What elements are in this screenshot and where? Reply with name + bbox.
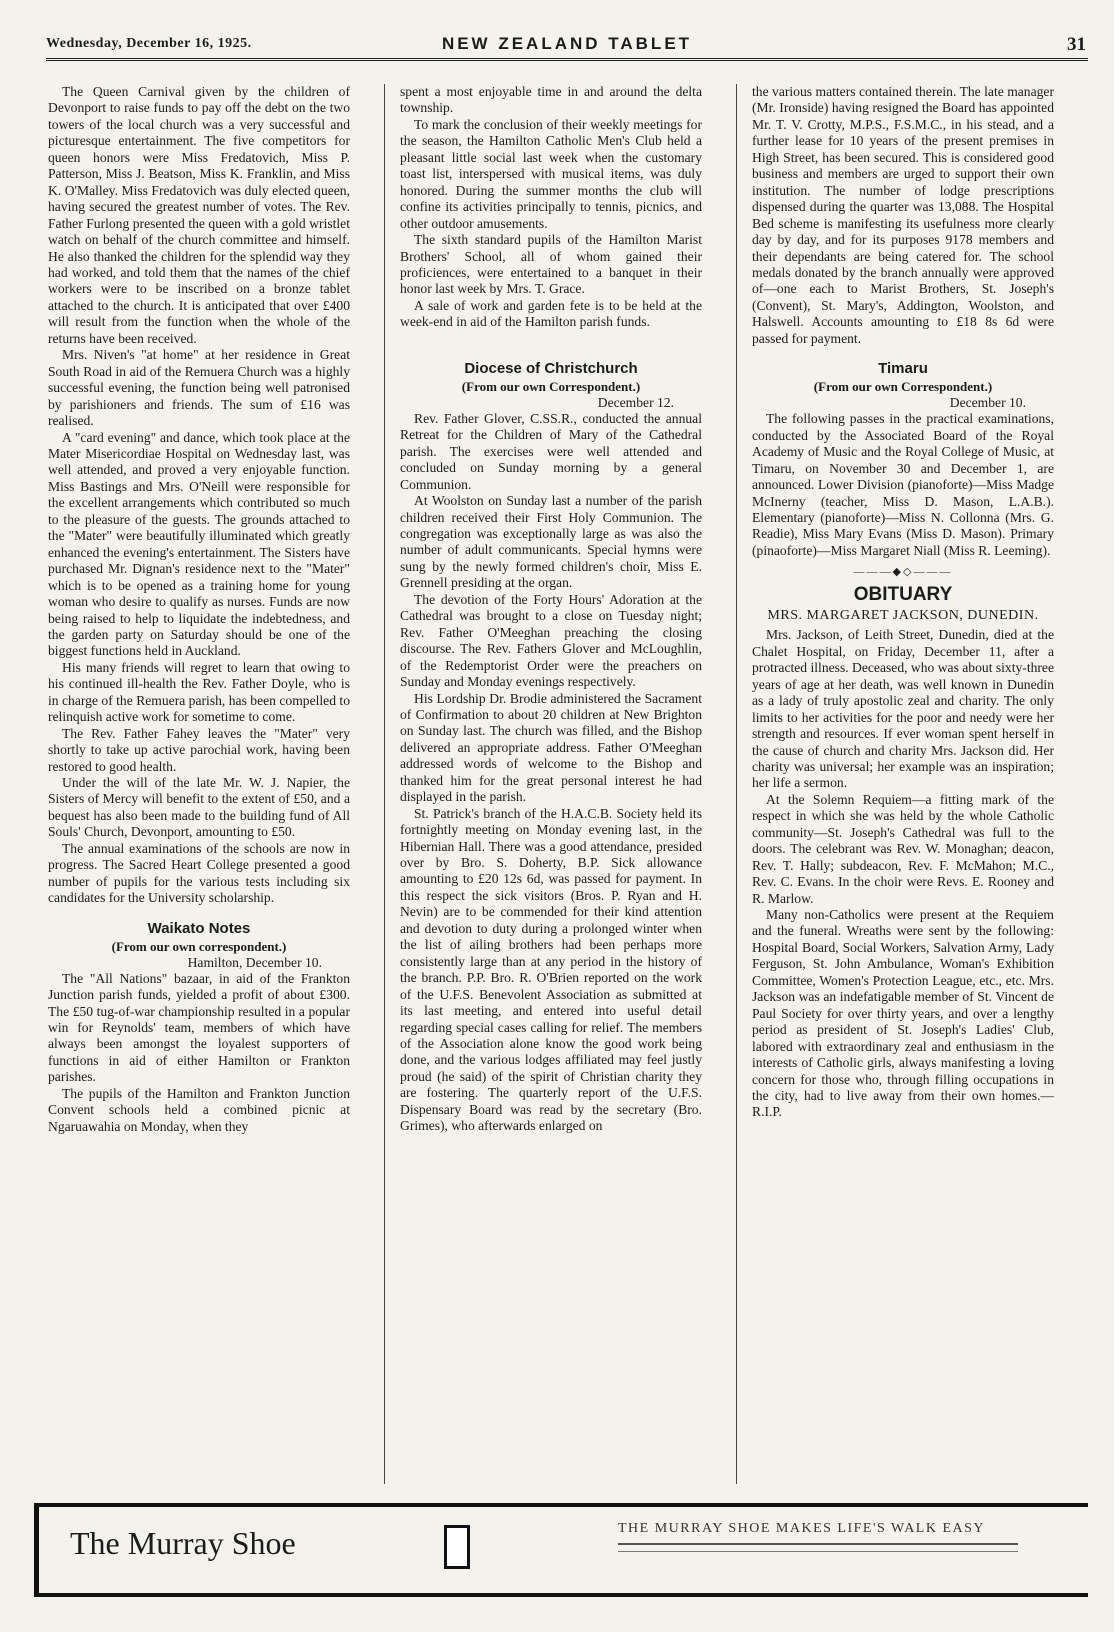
column-3 <box>752 84 1054 1479</box>
ad-decoration <box>618 1543 1018 1552</box>
ad-border <box>34 1503 39 1595</box>
section-subheading: (From our own Correspondent.) <box>461 378 641 394</box>
article-paragraph: The "All Nations" bazaar, in aid of the Frankton Junction parish funds, yielded a profit of about £300. The £50 tug-of-war championship resulted in a popular win for Reynolds' team, members of which have always been amongst the loyalest supporters of functions in aid of either Hamilton or Frankton parishes. <box>48 970 350 1085</box>
article-paragraph: A "card evening" and dance, which took place at the Mater Misericordiae Hospital on Wednesday last, was well attended, and proved a very enjoyable function. Miss Bastings and Mrs. O'Neill were responsible for the excellent arrangements which contributed so much to the pleasure of the guests. The grounds attached to the "Mater" were beautifully illuminated which greatly enhanced the evening's entertainment. The Sisters have purchased Mr. Dignan's residence next to the "Mater" which is to be opened as a training home for young woman who desire to qualify as nurses. Funds are now being raised to help to liquidate the indebtedness, and the garden party on Saturday should be one of the biggest functions held in Auckland. <box>48 429 350 659</box>
ad-slogan: THE MURRAY SHOE MAKES LIFE'S WALK EASY <box>618 1521 986 1536</box>
ad-brand: The Murray Shoe <box>70 1525 296 1561</box>
article-paragraph: The Queen Carnival given by the children of Devonport to raise funds to pay off the debt on the two towers of the local church was a very successful and picturesque entertainment. The five competitors for queen honors were Miss Fredatovich, Miss P. Patterson, Miss J. Beatson, Miss K. Franklin, and Miss K. O'Malley. Miss Fredatovich was duly elected queen, having secured the greatest number of votes. The Rev. Father Furlong presented the queen with a gold wristlet watch on behalf of the church committee and himself. He also thanked the children for the splendid way they had worked, and told them that the names of the chief workers were to be inscribed on a bronze tablet attached to the church. It is anticipated that over £400 will result from the function when the whole of the returns have been received. <box>48 84 350 346</box>
section-subheading: (From our own correspondent.) <box>111 938 287 954</box>
article-paragraph: The devotion of the Forty Hours' Adoration at the Cathedral was brought to a close on Tuesday night; Rev. Father O'Meeghan preaching the closing discourse. The Rev. Fathers Glover and McLoughlin, of the Redemptorist Order were the preachers on Sunday and Monday evenings respectively. <box>400 591 702 690</box>
article-paragraph: The following passes in the practical examinations, conducted by the Associated Board of the Royal Academy of Music and the Royal College of Music, at Timaru, on November 30 and December 1, are announced. Lower Division (pianoforte)—Miss Madge McInerny (teacher, Miss D. Mason, L.A.B.). Elementary (pianoforte)—Miss N. Collonna (Mrs. G. Readie), Miss Mary Evans (Miss D. Mason). Primary (pinaoforte)—Miss Margaret Niall (Miss R. Leeming). <box>752 411 1054 558</box>
article-paragraph: His Lordship Dr. Brodie administered the Sacrament of Confirmation to about 20 children at New Brighton on Sunday last. The church was filled, and the Bishop delivered an appropriate address. Father O'Meeghan addressed words of welcome to the Bishop and thanked him for the great personal interest he had displayed in the parish. <box>400 690 702 805</box>
article-paragraph: St. Patrick's branch of the H.A.C.B. Society held its fortnightly meeting on Monday evening last, in the Hibernian Hall. There was a good attendance, presided over by Bro. S. Doherty, B.P. Sick allowance amounting to £20 12s 6d, was passed for payment. In this respect the sick visitors (Bros. P. Ryan and H. Nevin) are to be commended for their kind attention and devotion to duty during a prolonged winter when the list of ailing brothers had been perhaps more consistently large than at any period in the history of the branch. P.P. Bro. R. O'Brien reported on the work of the U.F.S. Benevolent Association as submitted at its last meeting, and entered into useful detail regarding special cases calling for relief. The members of the Association alone know the good work being done, and the various lodges affiliated may feel justly proud (he said) of the spirit of Christian charity they are fostering. The quarterly report of the U.F.S. Dispensary Board was read by the secretary (Bro. Grimes), who afterwards enlarged on <box>400 805 702 1134</box>
issue-date: Wednesday, December 16, 1925. <box>46 36 252 51</box>
article-paragraph: A sale of work and garden fete is to be held at the week-end in aid of the Hamilton parish funds. <box>400 297 702 330</box>
section-heading: Waikato Notes <box>147 919 251 937</box>
article-paragraph: His many friends will regret to learn that owing to his continued ill-health the Rev. Father Doyle, who is in charge of the Remuera parish, has been compelled to relinquish active work for sometime to come. <box>48 659 350 725</box>
ad-border <box>34 1503 1088 1507</box>
newspaper-title: NEW ZEALAND TABLET <box>441 34 693 53</box>
murray-shoe-advertisement <box>34 1503 1088 1599</box>
column-divider <box>384 84 385 1484</box>
section-heading: Timaru <box>878 360 928 378</box>
dateline: December 12. <box>597 394 674 410</box>
obituary-heading: OBITUARY <box>853 584 953 606</box>
article-paragraph: Mrs. Jackson, of Leith Street, Dunedin, died at the Chalet Hospital, on Friday, December 11, after a protracted illness. Deceased, who was about sixty-three years of age at her death, was well known in Dunedin as a lady of truly apostolic zeal and charity. The only limits to her activities for the poor and needy were her strength and resources. If ever woman spent herself in the cause of church and charity Mrs. Jackson did. Her charity was universal; her example was an inspiration; her life a sermon. <box>752 627 1054 791</box>
column-2 <box>400 84 702 1479</box>
ornament-divider-icon: ———◆◇——— <box>853 566 953 579</box>
dateline: Hamilton, December 10. <box>187 954 322 970</box>
article-paragraph: The annual examinations of the schools are now in progress. The Sacred Heart College presented a good number of pupils for the various tests including six candidates for the University scholarship. <box>48 840 350 906</box>
article-paragraph: To mark the conclusion of their weekly meetings for the season, the Hamilton Catholic Men's Club held a pleasant little social last week when the customary toast list, interspersed with musical items, was duly honored. During the summer months the club will confine its activities principally to tennis, picnics, and other outdoor amusements. <box>400 116 702 231</box>
article-paragraph: Many non-Catholics were present at the Requiem and the funeral. Wreaths were sent by the following: Hospital Board, Social Workers, Salvation Army, Lady Ferguson, St. John Ambulance, Woman's Exhibition Committee, Women's Protection League, etc., etc. Mrs. Jackson was an indefatigable member of St. Vincent de Paul Society for over thirty years, and over a lengthy period as president of St. Joseph's Ladies' Club, labored with extraordinary zeal and enthusiasm in the interests of Catholic girls, always manifesting a loving concern for those who, through filling occupations in the city, had to live away from their own homes.—R.I.P. <box>752 907 1054 1120</box>
section-heading: Diocese of Christchurch <box>464 359 638 377</box>
obituary-name: MRS. MARGARET JACKSON, DUNEDIN. <box>767 608 1039 624</box>
article-paragraph: Under the will of the late Mr. W. J. Napier, the Sisters of Mercy will benefit to the extent of £50, and a bequest has also been made to the building fund of All Souls' Church, Devonport, amounting to £50. <box>48 775 350 840</box>
article-paragraph: The Rev. Father Fahey leaves the "Mater" very shortly to take up active parochial work, having been restored to good health. <box>48 725 350 774</box>
article-paragraph: The sixth standard pupils of the Hamilton Marist Brothers' School, all of whom gained their proficiences, were entertained to a banquet in their honor last week by Mrs. T. Grace. <box>400 232 702 297</box>
page-number: 31 <box>1067 34 1086 55</box>
ad-box-icon <box>444 1525 470 1569</box>
masthead <box>46 34 1088 61</box>
ad-border <box>34 1593 1088 1597</box>
article-paragraph: the various matters contained therein. The late manager (Mr. Ironside) having resigned the Board has appointed Mr. T. V. Crotty, M.P.S., F.S.M.C., in his stead, and a further lease for 10 years of the present premises in High Street, has been secured. This is considered good business and members are urged to support their own institution. The number of lodge prescriptions dispensed during the quarter was 13,088. The Hospital Bed scheme is manifesting its usefulness more clearly day by day, and for its purposes 9178 members and their dependants are being catered for. The school medals donated by the branch annually were approved of—one each to Marist Brothers, St. Joseph's (Convent), St. Mary's, Addington, Woolston, and Halswell. Accounts amounting to £18 8s 6d were passed for payment. <box>752 84 1054 346</box>
article-paragraph: Rev. Father Glover, C.SS.R., conducted the annual Retreat for the Children of Mary of the Cathedral parish. The exercises were well attended and concluded on Sunday morning by a general Communion. <box>400 410 702 492</box>
article-paragraph: The pupils of the Hamilton and Frankton Junction Convent schools held a combined picnic at Ngaruawahia on Monday, when they <box>48 1085 350 1134</box>
dateline: December 10. <box>949 395 1026 411</box>
article-paragraph: spent a most enjoyable time in and around the delta township. <box>400 84 702 116</box>
article-paragraph: At the Solemn Requiem—a fitting mark of the respect in which she was held by the whole Catholic community—St. Joseph's Cathedral was full to the doors. The celebrant was Rev. W. Monaghan; deacon, Rev. T. Hally; subdeacon, Rev. F. McMahon; M.C., Rev. C. Evans. In the choir were Revs. E. Rooney and R. Marlow. <box>752 791 1054 906</box>
column-1 <box>48 84 350 1479</box>
section-subheading: (From our own Correspondent.) <box>813 379 993 395</box>
article-paragraph: Mrs. Niven's "at home" at her residence in Great South Road in aid of the Remuera Church was a highly successful evening, the function being well patronised by parishioners and friends. The sum of £16 was realised. <box>48 347 350 429</box>
article-paragraph: At Woolston on Sunday last a number of the parish children received their First Holy Communion. The congregation was exceptionally large as was also the number of adult communicants. Special hymns were sung by the newly formed children's choir, Miss E. Grennell presiding at the organ. <box>400 493 702 591</box>
column-divider <box>736 84 737 1484</box>
